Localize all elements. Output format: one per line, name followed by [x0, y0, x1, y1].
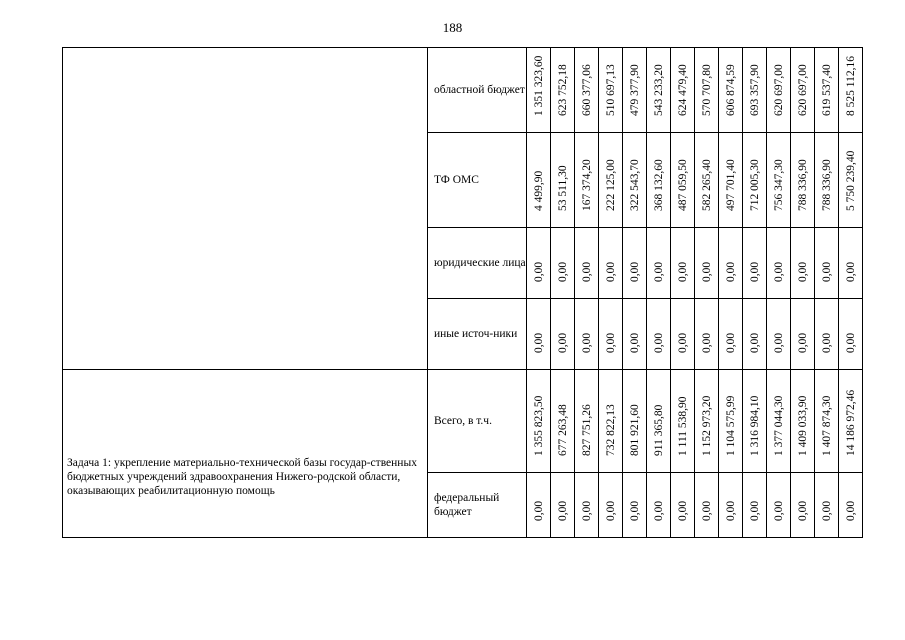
- value-text: 620 697,00: [772, 64, 785, 116]
- value-text: 0,00: [556, 332, 569, 353]
- value-cell: [815, 473, 839, 538]
- value-cell: [815, 133, 839, 228]
- value-cell: [719, 133, 743, 228]
- value-cell: [575, 228, 599, 299]
- value-text: 0,00: [604, 500, 617, 521]
- budget-table: [62, 47, 863, 538]
- value-cell: [743, 48, 767, 133]
- value-text: 0,00: [676, 261, 689, 282]
- value-text: 0,00: [580, 500, 593, 521]
- value-text: 788 336,90: [796, 159, 809, 211]
- value-cell: [839, 133, 863, 228]
- value-text: 756 347,30: [772, 159, 785, 211]
- value-text: 0,00: [772, 261, 785, 282]
- value-text: 619 537,40: [820, 64, 833, 116]
- value-cell: [551, 370, 575, 473]
- value-text: 623 752,18: [556, 64, 569, 116]
- value-text: 0,00: [820, 500, 833, 521]
- value-text: 4 499,90: [532, 170, 545, 211]
- value-cell: [743, 133, 767, 228]
- value-text: 487 059,50: [676, 159, 689, 211]
- value-cell: [767, 299, 791, 370]
- value-cell: [743, 228, 767, 299]
- value-text: 0,00: [604, 261, 617, 282]
- value-cell: [815, 370, 839, 473]
- value-text: 0,00: [820, 332, 833, 353]
- value-cell: [671, 473, 695, 538]
- value-text: 911 365,80: [652, 404, 665, 456]
- value-text: 0,00: [844, 261, 857, 282]
- value-text: 1 409 033,90: [796, 395, 809, 456]
- value-text: 479 377,90: [628, 64, 641, 116]
- value-text: 0,00: [796, 332, 809, 353]
- value-cell: [695, 133, 719, 228]
- value-cell: [647, 228, 671, 299]
- value-cell: [527, 228, 551, 299]
- value-cell: [719, 228, 743, 299]
- value-text: 167 374,20: [580, 159, 593, 211]
- value-text: 0,00: [700, 261, 713, 282]
- value-text: 0,00: [748, 332, 761, 353]
- value-text: 0,00: [580, 332, 593, 353]
- value-text: 0,00: [820, 261, 833, 282]
- value-cell: [527, 473, 551, 538]
- value-cell: [719, 370, 743, 473]
- value-cell: [815, 228, 839, 299]
- value-text: 0,00: [724, 332, 737, 353]
- value-text: 0,00: [724, 500, 737, 521]
- value-cell: [743, 473, 767, 538]
- funding-source-label: Всего, в т.ч.: [428, 370, 527, 473]
- value-cell: [791, 473, 815, 538]
- value-cell: [599, 133, 623, 228]
- page-number: 188: [442, 20, 463, 35]
- value-text: 660 377,06: [580, 64, 593, 116]
- value-cell: [695, 370, 719, 473]
- value-text: 0,00: [844, 332, 857, 353]
- value-cell: [527, 370, 551, 473]
- value-text: 1 316 984,10: [748, 395, 761, 456]
- funding-source-label: иные источ-ники: [428, 299, 527, 370]
- value-text: 0,00: [652, 332, 665, 353]
- value-cell: [575, 299, 599, 370]
- value-text: 53 511,30: [556, 165, 569, 211]
- value-cell: [791, 133, 815, 228]
- value-cell: [599, 370, 623, 473]
- value-cell: [839, 228, 863, 299]
- value-cell: [695, 228, 719, 299]
- value-cell: [791, 370, 815, 473]
- value-text: 322 543,70: [628, 159, 641, 211]
- budget-table-wrapper: [62, 47, 863, 538]
- value-cell: [695, 48, 719, 133]
- value-text: 1 355 823,50: [532, 395, 545, 456]
- value-cell: [743, 299, 767, 370]
- value-text: 0,00: [580, 261, 593, 282]
- value-text: 497 701,40: [724, 159, 737, 211]
- value-text: 8 525 112,16: [844, 56, 857, 116]
- value-cell: [767, 370, 791, 473]
- value-cell: [743, 370, 767, 473]
- value-text: 0,00: [604, 332, 617, 353]
- value-cell: [815, 299, 839, 370]
- value-text: 0,00: [556, 261, 569, 282]
- value-text: 0,00: [772, 332, 785, 353]
- value-text: 222 125,00: [604, 159, 617, 211]
- value-text: 14 186 972,46: [844, 389, 857, 456]
- funding-source-label: ТФ ОМС: [428, 133, 527, 228]
- value-text: 0,00: [772, 500, 785, 521]
- value-cell: [551, 228, 575, 299]
- value-cell: [527, 299, 551, 370]
- value-cell: [767, 473, 791, 538]
- value-cell: [599, 299, 623, 370]
- value-text: 0,00: [532, 500, 545, 521]
- value-text: 693 357,90: [748, 64, 761, 116]
- value-cell: [623, 370, 647, 473]
- value-cell: [623, 133, 647, 228]
- value-cell: [647, 473, 671, 538]
- value-cell: [719, 48, 743, 133]
- value-cell: [671, 299, 695, 370]
- value-cell: [647, 370, 671, 473]
- table-row: [63, 370, 863, 473]
- value-text: 620 697,00: [796, 64, 809, 116]
- value-text: 1 152 973,20: [700, 395, 713, 456]
- value-text: 0,00: [676, 500, 689, 521]
- value-text: 1 351 323,60: [532, 55, 545, 116]
- value-text: 732 822,13: [604, 404, 617, 456]
- funding-source-label: областной бюджет: [428, 48, 527, 133]
- value-cell: [719, 299, 743, 370]
- value-cell: [623, 228, 647, 299]
- value-cell: [575, 133, 599, 228]
- value-text: 5 750 239,40: [844, 150, 857, 211]
- value-cell: [791, 228, 815, 299]
- value-cell: [839, 370, 863, 473]
- value-cell: [767, 48, 791, 133]
- value-text: 0,00: [724, 261, 737, 282]
- value-cell: [839, 48, 863, 133]
- value-cell: [599, 228, 623, 299]
- value-text: 801 921,60: [628, 404, 641, 456]
- value-text: 368 132,60: [652, 159, 665, 211]
- value-cell: [623, 48, 647, 133]
- value-text: 0,00: [556, 500, 569, 521]
- value-text: 0,00: [700, 332, 713, 353]
- value-text: 0,00: [532, 261, 545, 282]
- value-text: 543 233,20: [652, 64, 665, 116]
- value-cell: [551, 133, 575, 228]
- value-text: 0,00: [796, 500, 809, 521]
- value-text: 827 751,26: [580, 404, 593, 456]
- empty-task-cell: [63, 48, 428, 370]
- value-cell: [575, 370, 599, 473]
- value-text: 0,00: [700, 500, 713, 521]
- value-cell: [575, 473, 599, 538]
- value-text: 624 479,40: [676, 64, 689, 116]
- value-text: 0,00: [748, 261, 761, 282]
- value-text: 0,00: [628, 500, 641, 521]
- value-text: 1 104 575,99: [724, 395, 737, 456]
- value-text: 0,00: [844, 500, 857, 521]
- value-text: 510 697,13: [604, 64, 617, 116]
- value-cell: [791, 48, 815, 133]
- value-text: 0,00: [652, 500, 665, 521]
- funding-source-label: юридические лица: [428, 228, 527, 299]
- value-cell: [623, 299, 647, 370]
- value-text: 0,00: [748, 500, 761, 521]
- value-cell: [671, 228, 695, 299]
- value-cell: [839, 473, 863, 538]
- value-text: 0,00: [628, 261, 641, 282]
- value-cell: [695, 473, 719, 538]
- value-cell: [671, 370, 695, 473]
- value-cell: [551, 299, 575, 370]
- table-row: [63, 48, 863, 133]
- value-cell: [623, 473, 647, 538]
- value-text: 0,00: [652, 261, 665, 282]
- task-description: Задача 1: укрепление материально-технической базы государ-ственных бюджетных учреждений здравоохранения Нижего-родской области, оказывающих реабилитационную помощь: [67, 456, 417, 497]
- value-text: 0,00: [628, 332, 641, 353]
- value-cell: [647, 299, 671, 370]
- value-cell: [647, 133, 671, 228]
- value-cell: [551, 48, 575, 133]
- value-text: 582 265,40: [700, 159, 713, 211]
- value-text: 0,00: [796, 261, 809, 282]
- value-cell: [719, 473, 743, 538]
- value-text: 0,00: [676, 332, 689, 353]
- value-cell: [647, 48, 671, 133]
- value-cell: [527, 133, 551, 228]
- value-cell: [671, 48, 695, 133]
- value-cell: [599, 48, 623, 133]
- value-text: 1 377 044,30: [772, 395, 785, 456]
- value-cell: [527, 48, 551, 133]
- value-text: 0,00: [532, 332, 545, 353]
- funding-source-label: федеральный бюджет: [428, 473, 527, 538]
- value-text: 1 111 538,90: [676, 396, 689, 456]
- value-cell: [839, 299, 863, 370]
- value-text: 570 707,80: [700, 64, 713, 116]
- value-text: 1 407 874,30: [820, 395, 833, 456]
- value-text: 712 005,30: [748, 159, 761, 211]
- task-cell: [63, 370, 428, 538]
- value-cell: [551, 473, 575, 538]
- value-text: 788 336,90: [820, 159, 833, 211]
- value-cell: [671, 133, 695, 228]
- value-cell: [815, 48, 839, 133]
- value-text: 677 263,48: [556, 404, 569, 456]
- value-cell: [599, 473, 623, 538]
- value-text: 606 874,59: [724, 64, 737, 116]
- value-cell: [791, 299, 815, 370]
- value-cell: [575, 48, 599, 133]
- value-cell: [695, 299, 719, 370]
- value-cell: [767, 133, 791, 228]
- value-cell: [767, 228, 791, 299]
